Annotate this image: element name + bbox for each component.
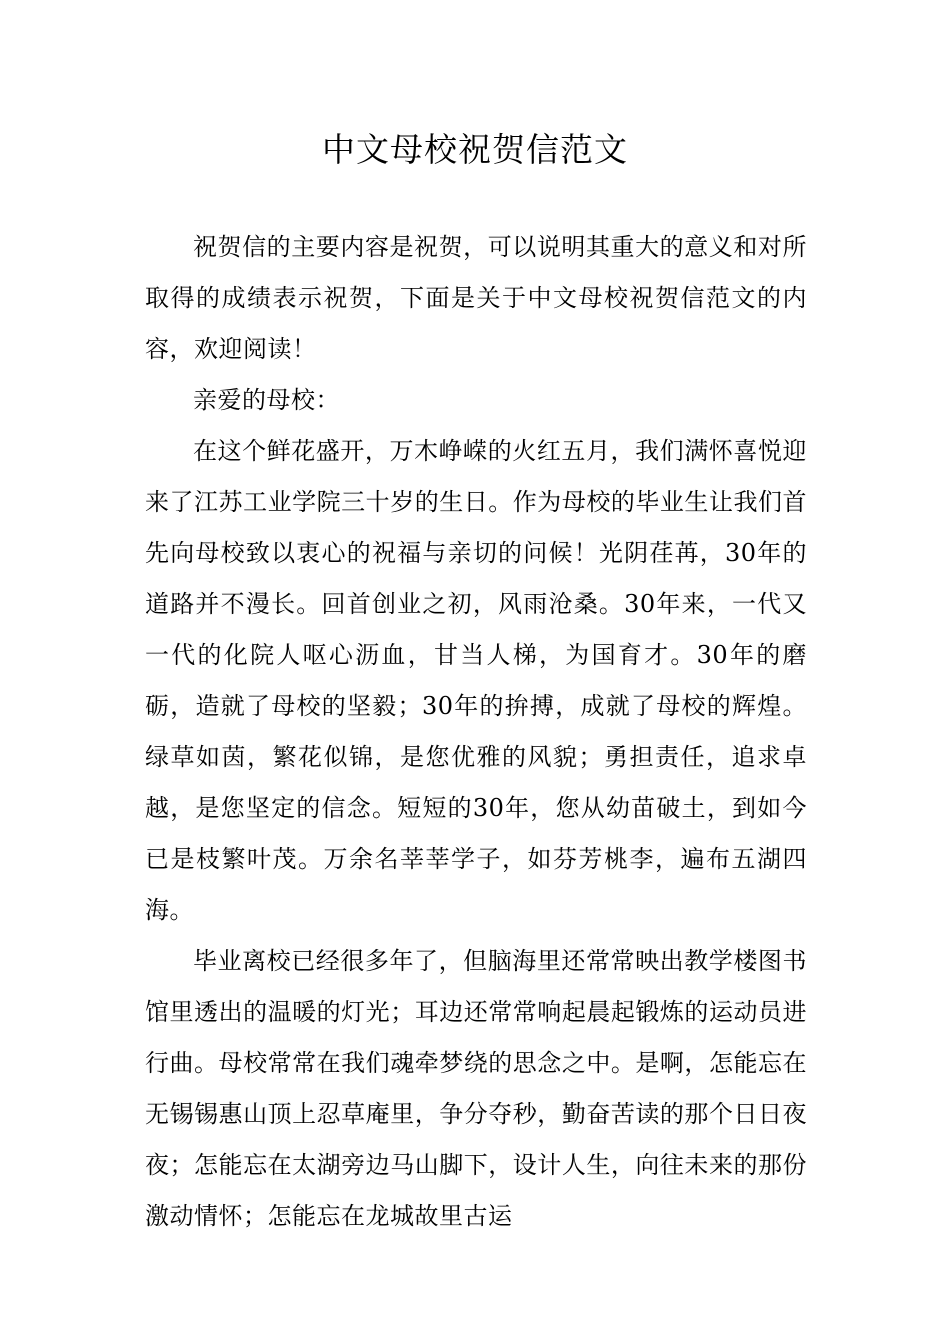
- salutation: 亲爱的母校：: [193, 386, 340, 414]
- body-paragraph: 在这个鲜花盛开，万木峥嵘的火红五月，我们满怀喜悦迎来了江苏工业学院三十岁的生日。作为母校的毕业生让我们首先向母校致以衷心的祝福与亲切的问候！光阴荏苒，30年的道路并不漫长。回首创业之初，风雨沧桑。30年来，一代又一代的化院人呕心沥血，甘当人梯，为国育才。30年的磨砺，造就了母校的坚毅；30年的拚搏，成就了母校的辉煌。绿草如茵，繁花似锦，是您优雅的风貌；勇担责任，追求卓越，是您坚定的信念。短短的30年，您从幼苗破土，到如今已是枝繁叶茂。万余名莘莘学子，如芬芳桃李，遍布五湖四海。: [145, 437, 807, 924]
- document-title: 中文母校祝贺信范文: [322, 130, 628, 169]
- intro-paragraph: 祝贺信的主要内容是祝贺，可以说明其重大的意义和对所取得的成绩表示祝贺，下面是关于中文母校祝贺信范文的内容，欢迎阅读！: [145, 233, 807, 363]
- body-paragraph: 毕业离校已经很多年了，但脑海里还常常映出教学楼图书馆里透出的温暖的灯光；耳边还常常响起晨起锻炼的运动员进行曲。母校常常在我们魂牵梦绕的思念之中。是啊，怎能忘在无锡锡惠山顶上忍草庵里，争分夺秒，勤奋苦读的那个日日夜夜；怎能忘在太湖旁边马山脚下，设计人生，向往未来的那份激动情怀；怎能忘在龙城故里古运: [145, 947, 807, 1230]
- document-body: [145, 222, 807, 1242]
